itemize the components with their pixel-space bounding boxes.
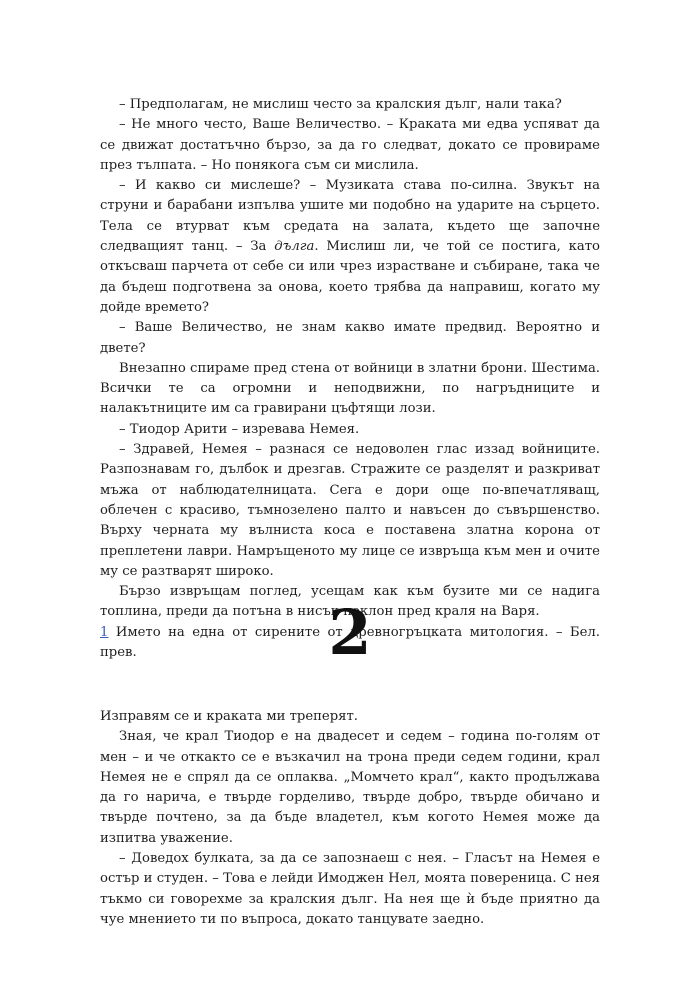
paragraph: – Предполагам, не мислиш често за кралския дълг, нали така?: [119, 97, 562, 112]
paragraph: Изправям се и краката ми треперят.: [100, 709, 358, 724]
paragraph: – Доведох булката, за да се запознаеш с нея. – Гласът на Немея е остър и студен. – Това е лейди Имоджен Нел, моята повереница. С нея тъкмо си говорехме за кралския дълг. На нея ще ѝ бъде приятно да чуе мнението ти по въпроса, докато танцувате заедно.: [100, 851, 600, 927]
paragraph: – Не много често, Ваше Величество. – Краката ми едва успяват да се движат достатъчно бързо, за да го следват, докато се провираме през тълпата. – Но понякога съм си мислила.: [100, 117, 600, 173]
paragraph: Бързо извръщам поглед, усещам как към бузите ми се надига топлина, преди да потъна в нисък поклон пред краля на Варя.: [100, 584, 600, 620]
paragraph: – Ваше Величество, не знам какво имате предвид. Вероятно и двете?: [100, 320, 600, 356]
paragraph-text: – И какво си мислеше? – Музиката става по-силна. Звукът на струни и барабани изпълва ушите ми подобно на ударите на сърцето. Тела се втурват към средата на залата, където ще започне следващият танц. – За: [100, 178, 600, 255]
footnote-text: Името на една от сирените от древногръцката митология. – Бел. прев.: [100, 624, 600, 661]
footnote-link[interactable]: 1: [100, 624, 109, 640]
italic-word: дълга: [274, 239, 315, 255]
chapter-number: 2: [328, 596, 372, 669]
paragraph: – Тиодор Арити – изревава Немея.: [119, 421, 360, 437]
text-block-bottom: [100, 707, 600, 930]
paragraph: Внезапно спираме пред стена от войници в златни брони. Шестима. Всички те са огромни и неподвижни, по нагръдниците и налакътниците им са гравирани цъфтящи лози.: [100, 360, 600, 417]
paragraph-text: . Мислиш ли, че той се постига, като откъсваш парчета от себе си или чрез израстване и събиране, така че да бъдеш подготвена за онова, което трябва да направиш, когато му дойде времето?: [100, 239, 600, 315]
text-block-top: [100, 95, 600, 663]
paragraph: Зная, че крал Тиодор е на двадесет и седем – година по-голям от мен – и че откакто се е възкачил на трона преди седем години, крал Немея не е спрял да се оплаква. „Момчето крал“, както продължава да го нарича, е твърде горделиво, твърде добро, твърде обичано и твърде почтено, за да бъде владетел, към когото Немея може да изпитва уважение.: [100, 729, 600, 846]
paragraph: – Здравей, Немея – разнася се недоволен глас иззад войниците. Разпознавам го, дълбок и дрезгав. Стражите се разделят и разкриват мъжа от наблюдателницата. Сега е дори още по-впечатляващ, облечен с красиво, тъмнозелено палто и навъсен до съвършенство. Върху черната му вълниста коса е поставена златна корона от преплетени лаври. Намръщеното му лице се извръща към мен и очите му се разтварят широко.: [100, 442, 600, 579]
paragraph: [100, 176, 600, 318]
